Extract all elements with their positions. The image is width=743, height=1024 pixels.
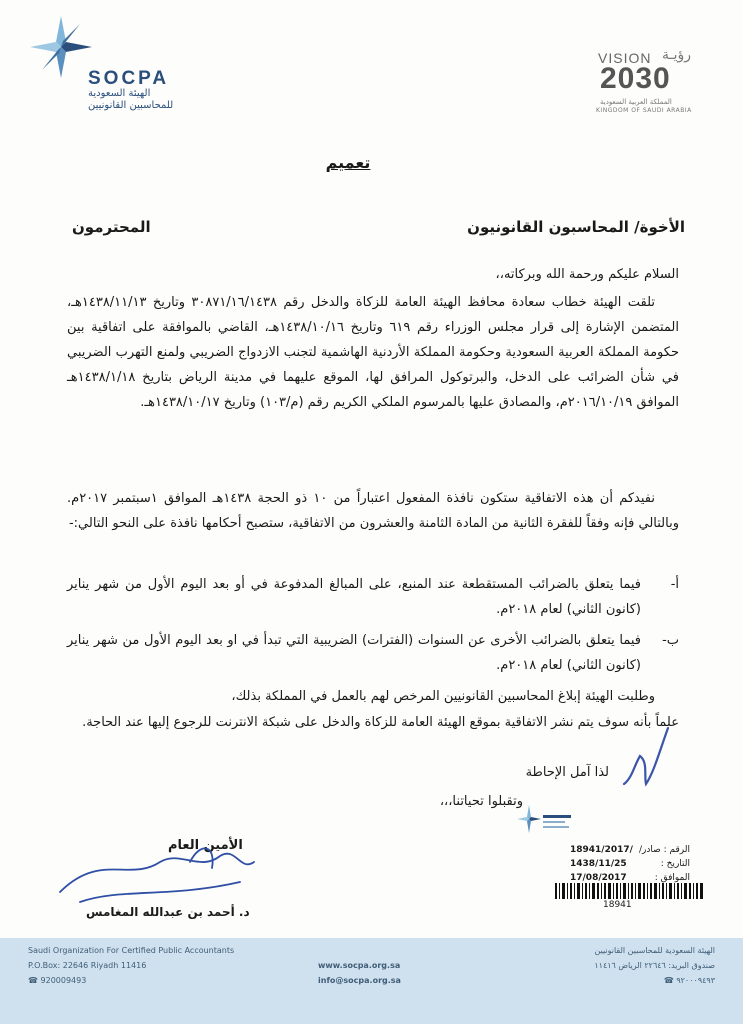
vision-word-ar: رؤيـة [662,47,692,63]
signatory-title: الأمين العام [168,838,243,853]
signature [40,832,280,912]
handwritten-initial [610,722,680,792]
barcode-number: 18941 [603,900,632,910]
reference-date-label: التاريخ : [660,859,690,869]
footer-phone-ar-value: ٩٢٠٠٠٩٤٩٣ [676,976,715,985]
barcode [555,883,705,899]
paragraph-2: نفيدكم أن هذه الاتفاقية ستكون نافذة المفعول اعتباراً من ١٠ ذو الحجة ١٤٣٨هـ الموافق ١سبتمبر ٢٠١٧م. وبالتالي فإنه وفقاً للفقرة الثانية من المادة الثامنة والعشرون من الاتفاقية، ستصبح أحكامها نافذة على النحو التالي:- [67,491,679,531]
reference-number-label: الرقم : صادر/ [638,845,690,855]
list-item-b [67,628,679,678]
vision-word: VISION [598,50,652,66]
paragraph-1: تلقت الهيئة خطاب سعادة محافظ الهيئة العامة للزكاة والدخل رقم ٣٠٨٧١/١٦/١٤٣٨ وتاريخ ١٤٣٨/١١/١٣هـ، المتضمن الإشارة إلى قرار مجلس الوزراء رقم ٦١٩ وتاريخ ١٤٣٨/١٠/١٦هـ، القاضي بالموافقة على اتفاقية بين حكومة المملكة العربية السعودية وحكومة المملكة الأردنية الهاشمية لتجنب الازدواج الضريبي ولمنع التهرب الضريبي في شأن الضرائب على الدخل، والبرتوكول المرافق لها، الموقع عليهما في مدينة الرياض بتاريخ ١٤٣٨/١/١٨هـ الموافق ٢٠١٦/١٠/١٩م، والمصادق عليها بالمرسوم الملكي الكريم رقم (م/١٠٣) وتاريخ ١٤٣٨/١٠/١٧هـ. [67,295,679,410]
reference-number-value: 18941/2017/ [570,845,633,855]
footer-pobox-en: P.O.Box: 22646 Riyadh 11416 [28,961,147,970]
org-name: SOCPA [88,68,170,89]
letter-title: تعميم [325,153,371,172]
phone-icon-ar: ☎ [663,976,677,985]
reference-date [510,859,690,871]
reference-date-value: 1438/11/25 [570,859,627,869]
list-item-b-text: فيما يتعلق بالضرائب الأخرى عن السنوات (الفترات) الضريبية التي تبدأ في او بعد اليوم الأول من شهر يناير (كانون الثاني) لعام ٢٠١٨م. [67,633,641,673]
footer-org-name-ar: الهيئة السعودية للمحاسبين القانونيين [594,946,715,955]
footer-phone-en [28,976,86,985]
reference-number [510,845,690,857]
list-item-a [67,572,679,622]
footer-website[interactable]: www.socpa.org.sa [318,961,401,970]
footer-pobox-ar: صندوق البريد: ٢٢٦٤٦ الرياض ١١٤١٦ [594,961,715,970]
phone-icon: ☎ [28,976,41,985]
footer-phone-ar [664,976,715,985]
org-name-ar: الهيئة السعودية [88,88,151,99]
socpa-logo-icon [28,14,94,80]
reference-corresponding-value: 17/08/2017 [570,873,627,883]
paragraph-3: وطلبت الهيئة إبلاغ المحاسبين القانونيين المرخص لهم بالعمل في المملكة بذلك، [231,689,655,704]
vision-year: 2030 [600,62,671,95]
socpa-small-logo-icon [515,803,575,837]
vision-kingdom-en: KINGDOM OF SAUDI ARABIA [596,107,692,114]
footer-org-name-en: Saudi Organization For Certified Public Accountants [28,946,235,955]
footer-email[interactable]: info@socpa.org.sa [318,976,401,985]
closing-line: لذا آمل الإحاطة [525,765,609,780]
list-item-a-text: فيما يتعلق بالضرائب المستقطعة عند المنبع، على المبالغ المدفوعة في أو بعد اليوم الأول من شهر يناير (كانون الثاني) لعام ٢٠١٨م. [67,577,641,617]
reference-corresponding-label: الموافق : [654,873,690,883]
honorific: المحترمون [72,218,151,236]
greeting: السلام عليكم ورحمة الله وبركاته،، [495,267,679,282]
paragraph-3-continued: علماً بأنه سوف يتم نشر الاتفاقية بموقع الهيئة العامة للزكاة والدخل على شبكة الانترنت للرجوع إليها عند الحاجة. [82,715,679,730]
footer-phone-en-value: 920009493 [40,976,87,985]
vision-kingdom-ar: المملكة العربية السعودية [600,98,672,106]
org-name-ar-2: للمحاسبين القانونيين [88,100,174,111]
signatory-name: د. أحمد بن عبدالله المغامس [86,905,250,919]
list-item-b-mark: ب- [662,633,679,648]
list-item-a-mark: أ- [670,577,679,592]
closing-regards: وتقبلوا تحياتنا،،، [439,794,523,809]
addressee: الأخوة/ المحاسبون القانونيون [467,218,685,236]
